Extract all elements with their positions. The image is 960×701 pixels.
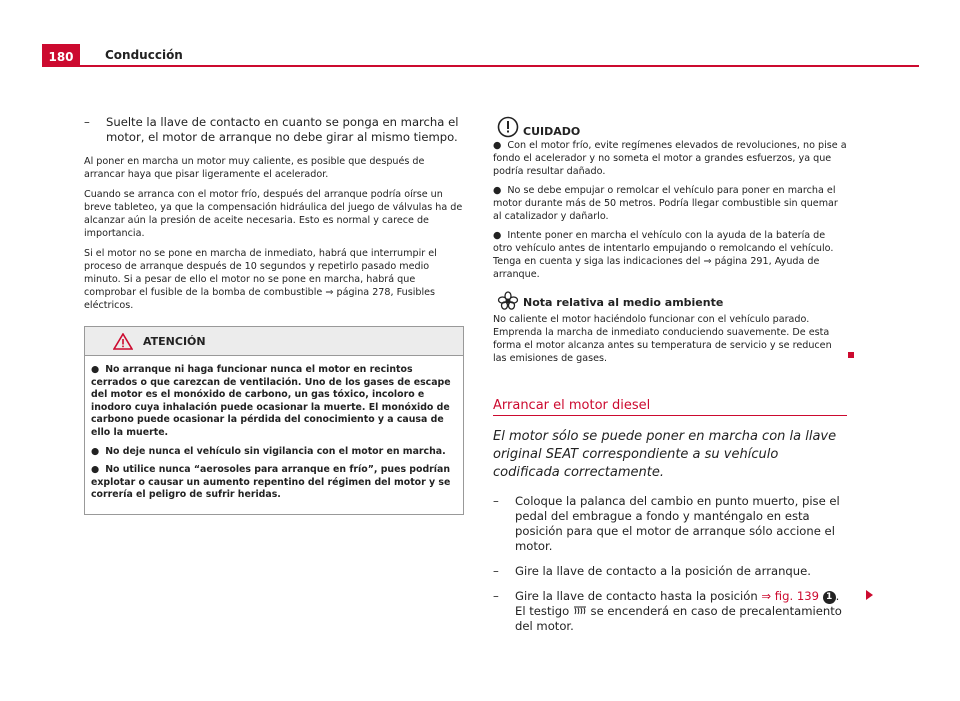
page-header (42, 44, 919, 66)
caution-item: ● Con el motor frío, evite regímenes elevados de revoluciones, no pise a fondo el acelerador y no someta el motor a grandes esfuerzos, ya que podría resultar dañado. (493, 140, 847, 177)
continue-arrow-icon (866, 590, 873, 600)
environment-note-text: No caliente el motor haciéndolo funcionar con el vehículo parado. Emprenda la marcha de inmediato conduciendo suavemente. De esta forma el motor alcanza antes su temperatura de servicio y se reducen las emisiones de gases. (493, 314, 832, 364)
caution-exclamation-icon (497, 116, 519, 138)
warning-title: ATENCIÓN (143, 335, 206, 348)
warning-item: ● No utilice nunca “aerosoles para arranque en frío”, pues podrían explotar o causar un aumento repentino del régimen del motor y se correría el peligro de sufrir heridas. (91, 464, 451, 501)
warning-header (85, 327, 463, 356)
warning-body (85, 356, 463, 514)
step-turn-key: – Gire la llave de contacto a la posición de arranque. (493, 564, 811, 578)
paragraph-hot-engine: Al poner en marcha un motor muy caliente, es posible que después de arrancar haya que pisar ligeramente el acelerador. (84, 156, 425, 180)
environment-note-title: Nota relativa al medio ambiente (523, 296, 724, 309)
glow-plug-icon (573, 606, 587, 616)
step-release-key: – Suelte la llave de contacto en cuanto se ponga en marcha el motor, el motor de arranque no debe girar al mismo tiempo. (84, 115, 459, 144)
right-column (493, 115, 847, 644)
caution-header (493, 115, 847, 139)
step-neutral-gear: – Coloque la palanca del cambio en punto muerto, pise el pedal del embrague a fondo y manténgalo en esta posición para que el motor de arranque sólo accione el motor. (493, 494, 840, 553)
caution-title: CUIDADO (523, 125, 581, 138)
section-end-marker (848, 352, 854, 358)
caution-item: ● No se debe empujar o remolcar el vehículo para poner en marcha el motor durante más de 50 metros. Podría llegar combustible sin quemar al catalizador y dañarlo. (493, 185, 838, 222)
left-column (84, 115, 464, 515)
warning-item: ● No arranque ni haga funcionar nunca el motor en recintos cerrados o que carezcan de ventilación. Uno de los gases de escape del motor es el monóxido de carbono, un gas tóxico, incoloro e inodoro cuya inhalación puede ocasionar la muerte. El monóxido de carbono puede ocasionar la pérdida del conocimiento y a causa de ello la muerte. (91, 364, 451, 438)
header-rule (42, 65, 919, 67)
step-preheat: – Gire la llave de contacto hasta la posición ⇒ fig. 139 1 . El testigo se encenderá en caso de precalentamiento del motor. (493, 589, 842, 633)
paragraph-cold-engine: Cuando se arranca con el motor frío, después del arranque podría oírse un breve tableteo, ya que la compensación hidráulica del juego de válvulas ha de alcanzar aún la presión de aceite necesaria. Esto es normal y carece de importancia. (84, 189, 463, 239)
page-number: 180 (42, 44, 80, 66)
position-badge: 1 (823, 591, 836, 604)
warning-item: ● No deje nunca el vehículo sin vigilancia con el motor en marcha. (91, 445, 446, 457)
figure-link[interactable]: ⇒ fig. 139 (761, 589, 819, 603)
section-lead: El motor sólo se puede poner en marcha con la llave original SEAT correspondiente a su vehículo codificada correctamente. (493, 429, 837, 480)
warning-box (84, 326, 464, 515)
flower-icon (497, 291, 519, 311)
paragraph-no-start: Si el motor no se pone en marcha de inmediato, habrá que interrumpir el proceso de arranque después de 10 segundos y repetirlo pasado medio minuto. Si a pesar de ello el motor no se pone en marcha, habrá que comprobar el fusible de la bomba de combustible ⇒ página 278, Fusibles eléctricos. (84, 248, 437, 311)
section-title: Arrancar el motor diesel (493, 399, 847, 416)
caution-item: ● Intente poner en marcha el vehículo con la ayuda de la batería de otro vehículo antes de intentarlo empujando o remolcando el vehículo. Tenga en cuenta y siga las indicaciones del ⇒ página 291, Ayuda de arranque. (493, 230, 834, 280)
chapter-title: Conducción (105, 48, 183, 62)
warning-triangle-icon (113, 333, 133, 350)
environment-note-header (493, 291, 847, 311)
